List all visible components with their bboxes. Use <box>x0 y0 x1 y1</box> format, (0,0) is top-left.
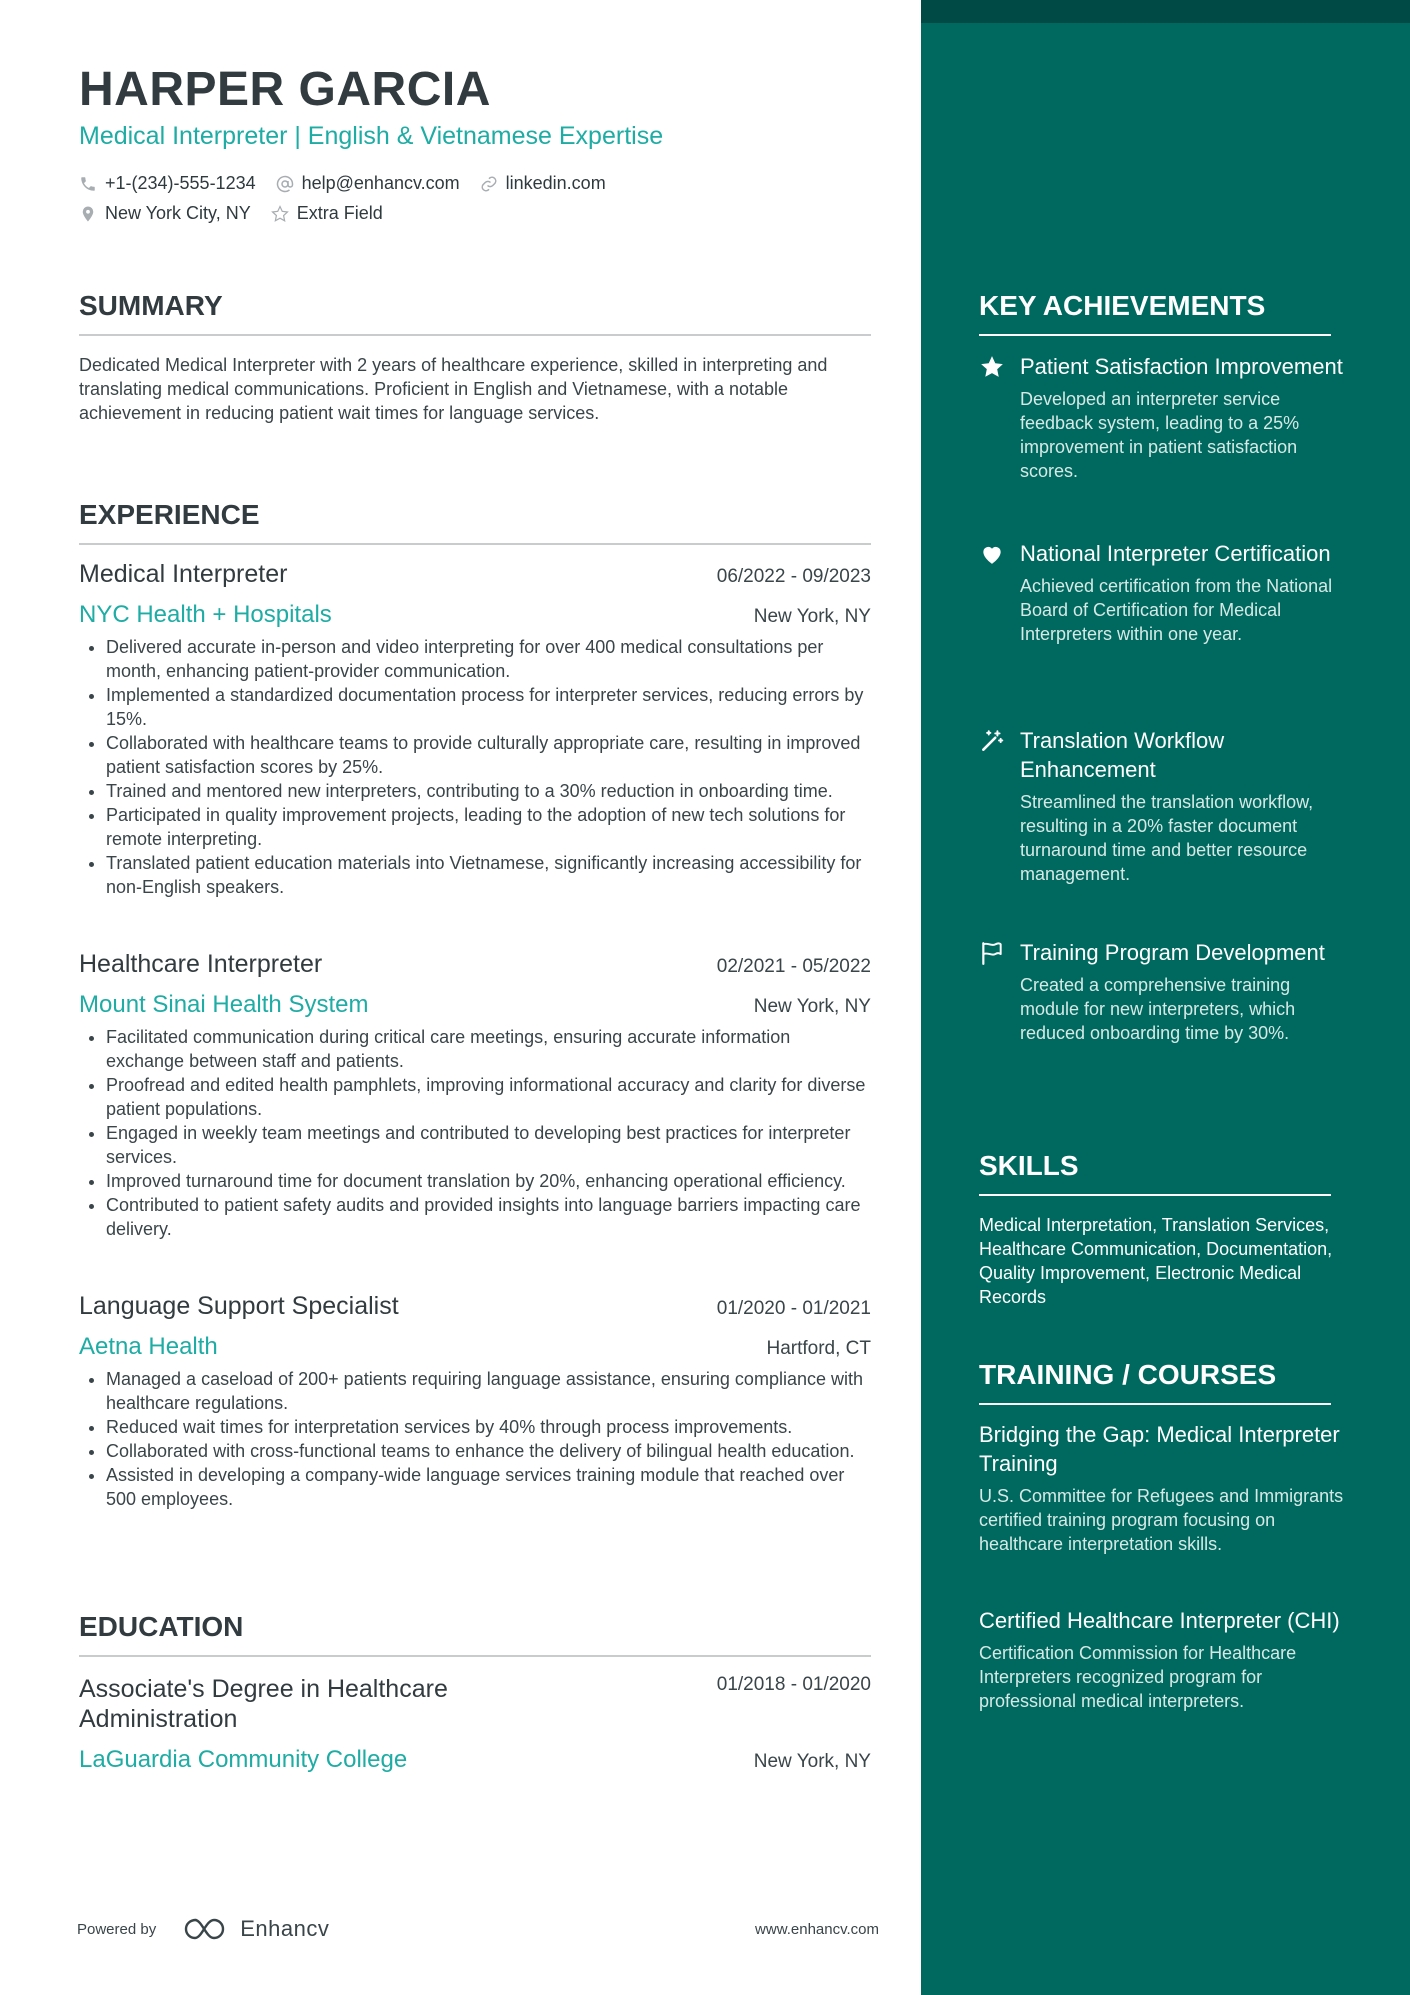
job-bullets <box>79 1025 871 1241</box>
bullet-item: • Facilitated communication during critical care meetings, ensuring accurate information exchange between staff and patients. <box>106 1025 871 1073</box>
job-bullets <box>79 1367 871 1511</box>
achievement-title: National Interpreter Certification <box>1020 541 1331 566</box>
contact-location <box>79 203 251 224</box>
course-desc: U.S. Committee for Refugees and Immigrants certified training program focusing on healthcare interpretation skills. <box>979 1486 1344 1554</box>
bullet-item: • Managed a caseload of 200+ patients requiring language assistance, ensuring compliance with healthcare regulations. <box>106 1367 871 1415</box>
contact-row-2 <box>79 203 403 224</box>
achievement-title: Training Program Development <box>1020 940 1325 965</box>
achievement-title: Patient Satisfaction Improvement <box>1020 354 1343 379</box>
course-title: Bridging the Gap: Medical Interpreter Training <box>979 1422 1340 1476</box>
job-entry-1 <box>79 560 871 899</box>
bullet-item: • Engaged in weekly team meetings and contributed to developing best practices for interpreter services. <box>106 1121 871 1169</box>
enhancv-logo-icon <box>184 1916 230 1942</box>
achievement-item <box>979 539 1349 646</box>
flag-icon <box>979 940 1005 966</box>
contact-row-1 <box>79 173 626 194</box>
achievements-heading: KEY ACHIEVEMENTS <box>979 290 1331 336</box>
candidate-name: HARPER GARCIA <box>79 63 491 116</box>
achievement-title: Translation Workflow Enhancement <box>1020 728 1225 782</box>
job-dates: 02/2021 - 05/2022 <box>716 956 871 977</box>
extra-text: Extra Field <box>296 203 383 223</box>
job-company: Aetna Health <box>79 1333 218 1360</box>
bullet-item: • Reduced wait times for interpretation services by 40% through process improvements. <box>106 1415 871 1439</box>
job-location: New York, NY <box>753 996 871 1017</box>
experience-heading: EXPERIENCE <box>79 499 871 545</box>
bullet-item: • Proofread and edited health pamphlets, improving informational accuracy and clarity for diverse patient populations. <box>106 1073 871 1121</box>
contact-email[interactable] <box>276 173 460 194</box>
achievement-item <box>979 726 1349 886</box>
education-dates: 01/2018 - 01/2020 <box>716 1674 871 1695</box>
job-dates: 01/2020 - 01/2021 <box>716 1298 871 1319</box>
achievement-desc: Created a comprehensive training module for new interpreters, which reduced onboarding time by 30%. <box>1020 975 1296 1043</box>
link-icon <box>480 175 498 193</box>
course-item <box>979 1606 1344 1713</box>
job-entry-2 <box>79 950 871 1241</box>
job-location: New York, NY <box>753 606 871 627</box>
linkedin-text[interactable]: linkedin.com <box>505 173 606 193</box>
bullet-item: • Translated patient education materials into Vietnamese, significantly increasing accessibility for non-English speakers. <box>106 851 871 899</box>
star-outline-icon <box>271 205 289 223</box>
sidebar-top-bar <box>921 0 1410 23</box>
job-title: Medical Interpreter <box>79 560 288 588</box>
contact-linkedin[interactable] <box>480 173 606 194</box>
achievement-item <box>979 352 1349 483</box>
location-pin-icon <box>79 205 97 223</box>
heart-icon <box>979 541 1005 567</box>
footer <box>77 1916 879 1942</box>
bullet-item: • Assisted in developing a company-wide language services training module that reached over 500 employees. <box>106 1463 871 1511</box>
education-entry <box>79 1674 871 1774</box>
achievement-desc: Achieved certification from the National Board of Certification for Medical Interpreters within one year. <box>1020 576 1333 644</box>
magic-wand-icon <box>979 728 1005 754</box>
bullet-item: • Contributed to patient safety audits and provided insights into language barriers impacting care delivery. <box>106 1193 871 1241</box>
skills-heading: SKILLS <box>979 1150 1331 1196</box>
bullet-item: • Collaborated with cross-functional teams to enhance the delivery of bilingual health education. <box>106 1439 871 1463</box>
powered-by <box>77 1916 329 1942</box>
job-company: NYC Health + Hospitals <box>79 601 332 628</box>
school-location: New York, NY <box>753 1751 871 1772</box>
job-title: Language Support Specialist <box>79 1292 399 1320</box>
bullet-item: • Improved turnaround time for document translation by 20%, enhancing operational efficiency. <box>106 1169 871 1193</box>
phone-icon <box>79 175 97 193</box>
job-company: Mount Sinai Health System <box>79 991 369 1018</box>
course-desc: Certification Commission for Healthcare Interpreters recognized program for professional medical interpreters. <box>979 1643 1297 1711</box>
job-bullets <box>79 635 871 899</box>
achievement-item <box>979 938 1349 1045</box>
footer-website[interactable]: www.enhancv.com <box>755 1920 879 1938</box>
bullet-item: • Trained and mentored new interpreters, contributing to a 30% reduction in onboarding time. <box>106 779 871 803</box>
job-entry-3 <box>79 1292 871 1511</box>
summary-text: Dedicated Medical Interpreter with 2 years of healthcare experience, skilled in interpreting and translating medical communications. Proficient in English and Vietnamese, with a notable achievement in reducing patient wait times for language services. <box>79 355 828 423</box>
school-name: LaGuardia Community College <box>79 1746 408 1773</box>
sidebar <box>921 0 1410 1995</box>
job-dates: 06/2022 - 09/2023 <box>716 566 871 587</box>
bullet-item: • Participated in quality improvement projects, leading to the adoption of new tech solutions for remote interpreting. <box>106 803 871 851</box>
achievement-desc: Streamlined the translation workflow, resulting in a 20% faster document turnaround time and better resource management. <box>1020 792 1314 884</box>
bullet-item: • Implemented a standardized documentation process for interpreter services, reducing errors by 15%. <box>106 683 871 731</box>
course-item <box>979 1420 1344 1556</box>
location-text: New York City, NY <box>105 203 251 223</box>
skills-list: Medical Interpretation, Translation Services, Healthcare Communication, Documentation, Quality Improvement, Electronic Medical Records <box>979 1215 1333 1307</box>
education-heading: EDUCATION <box>79 1611 871 1657</box>
star-icon <box>979 354 1005 380</box>
course-title: Certified Healthcare Interpreter (CHI) <box>979 1608 1340 1633</box>
achievement-desc: Developed an interpreter service feedback system, leading to a 25% improvement in patient satisfaction scores. <box>1020 389 1300 481</box>
at-icon <box>276 175 294 193</box>
training-heading: TRAINING / COURSES <box>979 1359 1331 1405</box>
summary-heading: SUMMARY <box>79 290 871 336</box>
contact-phone <box>79 173 256 194</box>
job-location: Hartford, CT <box>766 1338 871 1359</box>
bullet-item: • Collaborated with healthcare teams to provide culturally appropriate care, resulting in improved patient satisfaction scores by 25%. <box>106 731 871 779</box>
powered-by-label: Powered by <box>77 1920 157 1938</box>
degree-title: Associate's Degree in Healthcare Administration <box>79 1675 448 1733</box>
brand-name: Enhancv <box>240 1916 330 1941</box>
phone-text: +1-(234)-555-1234 <box>105 173 256 193</box>
candidate-tagline: Medical Interpreter | English & Vietnamese Expertise <box>79 122 664 150</box>
bullet-item: • Delivered accurate in-person and video interpreting for over 400 medical consultations per month, enhancing patient-provider communication. <box>106 635 871 683</box>
contact-extra <box>271 203 383 224</box>
email-text[interactable]: help@enhancv.com <box>301 173 460 193</box>
job-title: Healthcare Interpreter <box>79 950 323 978</box>
